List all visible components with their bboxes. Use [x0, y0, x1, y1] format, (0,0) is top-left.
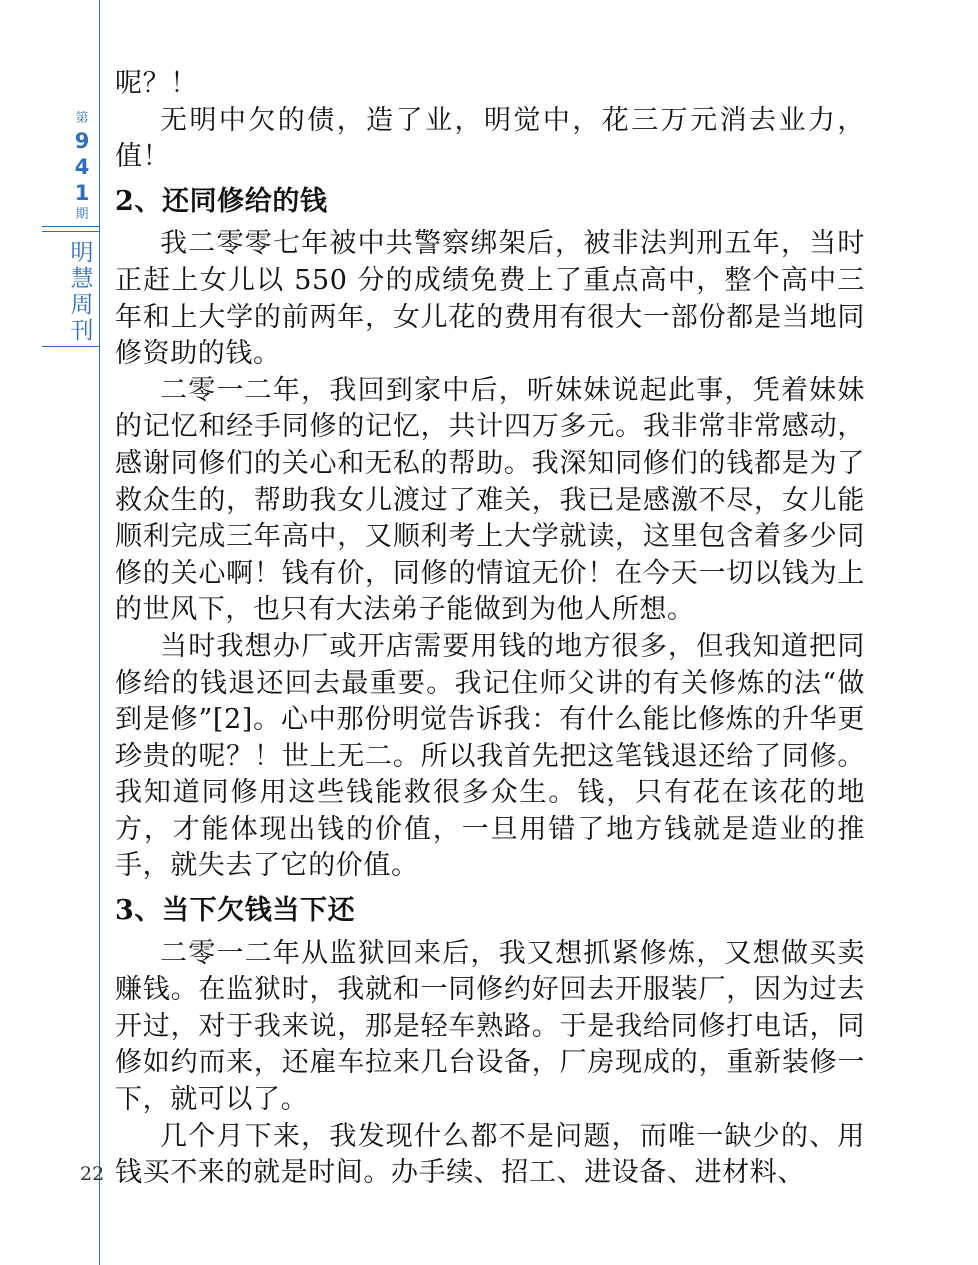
- paragraph: 我二零零七年被中共警察绑架后，被非法判刑五年，当时正赶上女儿以 550 分的成绩免费上了重点高中，整个高中三年和上大学的前两年，女儿花的费用有很大一部份都是当地同修资助的钱。: [115, 228, 865, 370]
- publication-title: [62, 240, 102, 344]
- paragraph: 二零一二年从监狱回来后，我又想抓紧修炼，又想做买卖赚钱。在监狱时，我就和一同修约好回去开服装厂，因为过去开过，对于我来说，那是轻车熟路。于是我给同修打电话，同修如约而来，还雇车拉来几台设备，厂房现成的，重新装修一下，就可以了。: [115, 937, 865, 1116]
- issue-suffix: 期: [75, 207, 89, 222]
- sidebar-divider-top: [42, 226, 100, 227]
- paragraph: 二零一二年，我回到家中后，听妹妹说起此事，凭着妹妹的记忆和经手同修的记忆，共计四万多元。我非常非常感动，感谢同修们的关心和无私的帮助。我深知同修们的钱都是为了救众生的，帮助我女儿渡过了难关，我已是感激不尽，女儿能顺利完成三年高中，又顺利考上大学就读，这里包含着多少同修的关心啊！钱有价，同修的情谊无价！在今天一切以钱为上的世风下，也只有大法弟子能做到为他人所想。: [115, 374, 865, 626]
- section-heading: 2、还同修给的钱: [115, 185, 328, 217]
- article-body: [115, 66, 865, 1192]
- publication-title-char: 明: [70, 240, 94, 266]
- publication-title-char: 慧: [70, 266, 94, 292]
- paragraph: 无明中欠的债，造了业，明觉中，花三万元消去业力，值！: [115, 104, 865, 173]
- issue-number: [62, 110, 102, 224]
- publication-title-char: 周: [70, 292, 94, 318]
- paragraph: 几个月下来，我发现什么都不是问题，而唯一缺少的、用钱买不来的就是时间。办手续、招工、进设备、进材料、: [115, 1120, 865, 1189]
- issue-prefix: 第: [75, 111, 89, 126]
- publication-title-char: 刊: [70, 318, 94, 344]
- paragraph: 当时我想办厂或开店需要用钱的地方很多，但我知道把同修给的钱退还回去最重要。我记住师父讲的有关修炼的法“做到是修”[2]。心中那份明觉告诉我：有什么能比修炼的升华更珍贵的呢？！世上无二。所以我首先把这笔钱退还给了同修。我知道同修用这些钱能救很多众生。钱，只有花在该花的地方，才能体现出钱的价值，一旦用错了地方钱就是造业的推手，就失去了它的价值。: [115, 630, 865, 882]
- sidebar-divider-bottom: [42, 346, 100, 347]
- issue-digit: 4: [74, 155, 90, 179]
- paragraph-continuation: 呢？！: [115, 68, 198, 99]
- sidebar-divider-top-2: [42, 231, 100, 232]
- section-heading: 3、当下欠钱当下还: [115, 895, 356, 927]
- issue-digit: 1: [74, 181, 90, 205]
- page-number: 22: [80, 1163, 105, 1185]
- issue-digit: 9: [74, 129, 90, 153]
